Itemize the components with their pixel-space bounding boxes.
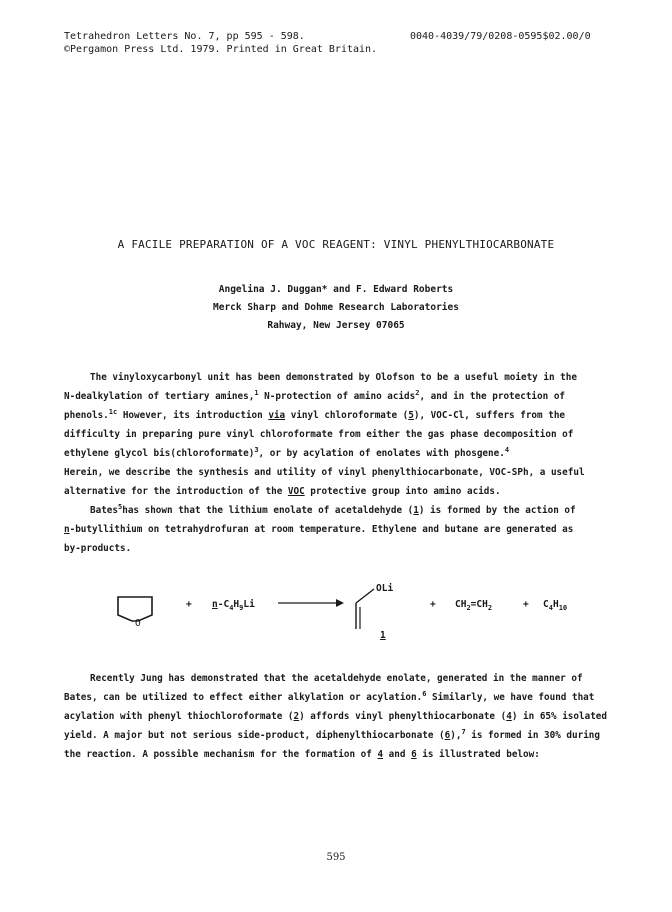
reaction-arrow-head xyxy=(336,599,344,607)
author-names: Angelina J. Duggan* and F. Edward Roberts xyxy=(218,284,454,295)
article-code: 0040-4039/79/0208-0595$02.00/0 xyxy=(410,31,591,42)
text-line: alternative for the introduction of the VOC protective group into amino acids. xyxy=(64,486,501,497)
page-number: 595 xyxy=(326,852,346,863)
text-line: yield. A major but not serious side-product, diphenylthiocarbonate (6),$^7$ is formed in 30% during xyxy=(64,727,600,741)
paragraph-bates xyxy=(64,501,616,558)
text-line: by-products. xyxy=(64,543,132,554)
enolate-oli-label: OLi xyxy=(376,583,394,594)
text-line: Bates, can be utilized to effect either alkylation or acylation.$^6$ Similarly, we have found that xyxy=(64,689,595,703)
butyllithium-reagent: $n-C_4H_9Li$ xyxy=(212,599,255,612)
text-line: the reaction. A possible mechanism for the formation of 4 and 6 is illustrated below: xyxy=(64,749,540,760)
text-line: Recently Jung has demonstrated that the acetaldehyde enolate, generated in the manner of xyxy=(90,673,583,684)
plus-sign: + xyxy=(523,599,529,610)
plus-sign: + xyxy=(430,599,436,610)
author-address: Rahway, New Jersey 07065 xyxy=(267,320,405,331)
paragraph-intro xyxy=(64,368,616,501)
scheme-structures xyxy=(0,575,672,645)
plus-sign: + xyxy=(186,599,192,610)
text-line: The vinyloxycarbonyl unit has been demonstrated by Olofson to be a useful moiety in the xyxy=(90,372,577,383)
author-affiliation: Merck Sharp and Dohme Research Laboratories xyxy=(213,302,459,313)
paragraph-jung xyxy=(64,669,616,764)
text-line: N-dealkylation of tertiary amines,$^1$ N-protection of amino acids$^2$, and in the protection of xyxy=(64,388,566,402)
butane-product: $C_4H_{10}$ xyxy=(543,599,568,612)
text-line: difficulty in preparing pure vinyl chloroformate from either the gas phase decomposition of xyxy=(64,429,574,440)
ring-oxygen: O xyxy=(135,618,141,629)
text-line: ethylene glycol bis(chloroformate)$^3$, or by acylation of enolates with phosgene.$^4$ xyxy=(64,445,510,459)
text-line: Bates$^5$has shown that the lithium enolate of acetaldehyde (1) is formed by the action of xyxy=(90,502,576,516)
copyright-line: ©Pergamon Press Ltd. 1979. Printed in Great Britain. xyxy=(64,44,378,55)
text-line: acylation with phenyl thiochloroformate (2) affords vinyl phenylthiocarbonate (4) in 65% isolated xyxy=(64,711,607,722)
ethylene-product: $CH_2=CH_2$ xyxy=(455,599,493,612)
reaction-scheme xyxy=(0,575,672,645)
text-line: Herein, we describe the synthesis and utility of vinyl phenylthiocarbonate, VOC-SPh, a useful xyxy=(64,467,585,478)
text-line: phenols.$^{1c}$ However, its introduction via vinyl chloroformate (5), VOC-Cl, suffers from the xyxy=(64,407,566,421)
paper-title: A FACILE PREPARATION OF A VOC REAGENT: VINYL PHENYLTHIOCARBONATE xyxy=(117,238,555,251)
enolate-bond-upper xyxy=(356,589,374,603)
text-line: n-butyllithium on tetrahydrofuran at room temperature. Ethylene and butane are generated as xyxy=(64,524,574,535)
journal-citation: Tetrahedron Letters No. 7, pp 595 - 598. xyxy=(64,31,305,42)
compound-number: 1 xyxy=(380,630,386,641)
